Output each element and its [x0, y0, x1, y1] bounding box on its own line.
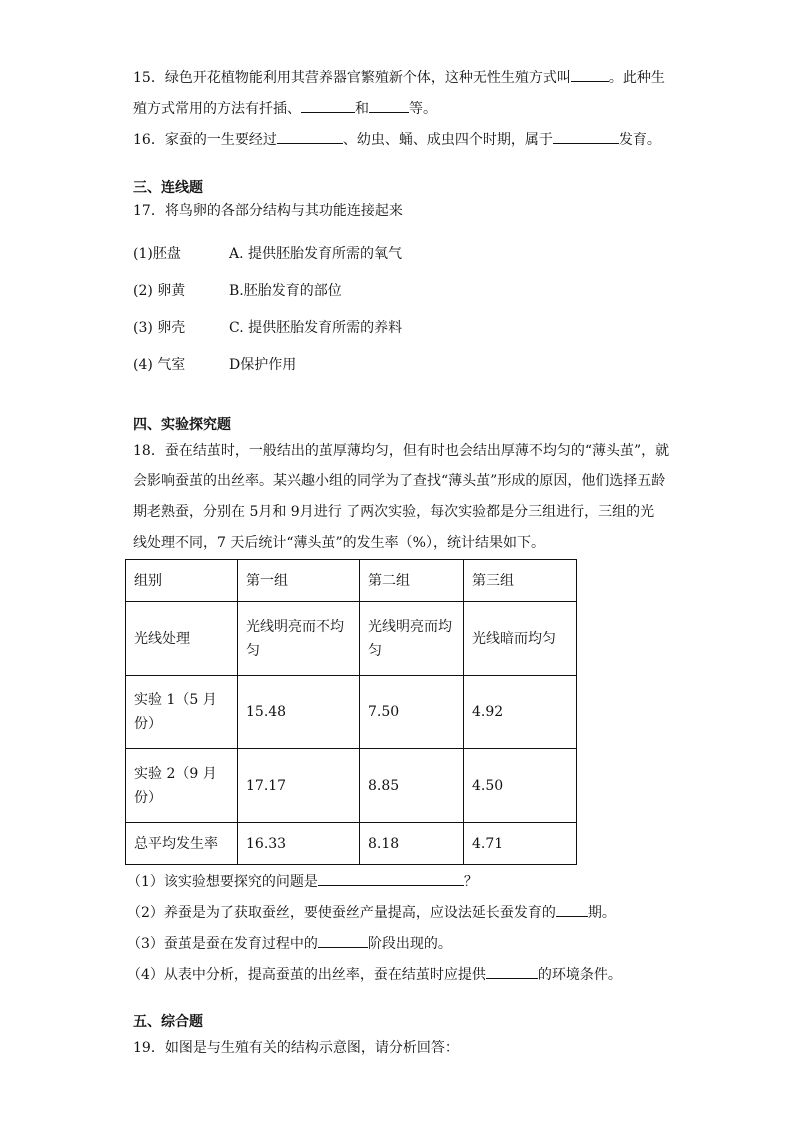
- q18-line-2: 会影响蚕茧的出丝率。某兴趣小组的同学为了查找“薄头茧”形成的原因，他们选择五龄: [133, 473, 666, 489]
- q17-left-2[interactable]: (2) 卵黄: [133, 283, 186, 299]
- table-cell: 8.18: [360, 823, 464, 865]
- table-cell: 光线明亮而不均匀: [238, 602, 360, 676]
- table-cell: 4.92: [464, 676, 577, 749]
- q17-left-1[interactable]: (1)胚盘: [133, 246, 181, 262]
- table-row: [126, 676, 577, 749]
- table-cell: 实验 2（9 月份）: [126, 749, 238, 823]
- q16-text-a: 16．家蚕的一生要经过: [133, 132, 277, 148]
- table-cell: 4.71: [464, 823, 577, 865]
- experiment-table: [125, 559, 577, 865]
- q17-left-3[interactable]: (3) 卵壳: [133, 320, 186, 336]
- q17-left-4[interactable]: (4) 气室: [133, 357, 186, 373]
- q18-sub4-text: （4）从表中分析，提高蚕茧的出丝率，蚕在结茧时应提供: [127, 967, 486, 983]
- q16-line: [133, 129, 661, 150]
- q17-right-a[interactable]: A. 提供胚胎发育所需的氧气: [229, 246, 403, 262]
- q18-sub1-text: （1）该实验想要探究的问题是: [127, 874, 318, 890]
- q15-blank-3[interactable]: [369, 98, 409, 113]
- table-cell: 实验 1（5 月份）: [126, 676, 238, 749]
- section-title-4: 四、实验探究题: [133, 417, 231, 433]
- q17-stem: 17．将鸟卵的各部分结构与其功能连接起来: [133, 203, 403, 219]
- q16-blank-1[interactable]: [277, 129, 343, 144]
- q18-sub-2: [127, 902, 616, 923]
- q18-line-3: 期老熟蚕，分别在 5月和 9月进行 了两次实验，每次实验都是分三组进行，三组的光: [133, 504, 655, 520]
- q15-blank-1[interactable]: [571, 67, 609, 82]
- q16-text-b: 、幼虫、蛹、成虫四个时期，属于: [342, 132, 553, 148]
- q18-line-1: 18．蚕在结茧时，一般结出的茧厚薄均匀，但有时也会结出厚薄不均匀的“薄头茧”，就: [133, 443, 670, 459]
- table-cell: 总平均发生率: [126, 823, 238, 865]
- q15-text-c: 殖方式常用的方法有扦插、: [133, 101, 301, 117]
- q18-sub-4: [127, 964, 622, 985]
- q15-line1: [133, 67, 665, 88]
- q18-sub1-end: ？: [463, 874, 478, 890]
- q18-sub2-end: 期。: [587, 905, 616, 921]
- q15-text-a: 15．绿色开花植物能利用其营养器官繁殖新个体，这种无性生殖方式叫: [133, 70, 571, 86]
- q18-sub3-end: 阶段出现的。: [367, 936, 452, 952]
- q18-sub2-text: （2）养蚕是为了获取蚕丝，要使蚕丝产量提高，应设法延长蚕发育的: [127, 905, 556, 921]
- q18-sub-3: [127, 933, 452, 954]
- table-header-row: [126, 560, 577, 602]
- table-cell: 8.85: [360, 749, 464, 823]
- table-row: [126, 749, 577, 823]
- table-cell: 光线处理: [126, 602, 238, 676]
- q17-right-b[interactable]: B.胚胎发育的部位: [229, 283, 342, 299]
- table-cell: 光线明亮而均匀: [360, 602, 464, 676]
- q18-line-4: 线处理不同，7 天后统计“薄头茧”的发生率（%），统计结果如下。: [133, 535, 545, 551]
- table-cell: 7.50: [360, 676, 464, 749]
- q17-right-c[interactable]: C. 提供胚胎发育所需的养料: [229, 320, 403, 336]
- table-cell: 15.48: [238, 676, 360, 749]
- table-header-cell: 第一组: [238, 560, 360, 602]
- section-title-3: 三、连线题: [133, 180, 203, 196]
- q16-text-c: 发育。: [618, 132, 661, 148]
- table-header-cell: 第二组: [360, 560, 464, 602]
- q19-stem: 19．如图是与生殖有关的结构示意图，请分析回答：: [133, 1040, 459, 1056]
- q18-sub1-blank[interactable]: [318, 871, 464, 886]
- q18-sub2-blank[interactable]: [556, 902, 588, 917]
- q15-text-e: 等。: [409, 101, 437, 117]
- table-header-cell: 组别: [126, 560, 238, 602]
- q18-sub3-text: （3）蚕茧是蚕在发育过程中的: [127, 936, 318, 952]
- q18-sub4-blank[interactable]: [486, 964, 538, 979]
- table-cell: 17.17: [238, 749, 360, 823]
- table-cell: 光线暗而均匀: [464, 602, 577, 676]
- table-cell: 16.33: [238, 823, 360, 865]
- q18-sub-1: [127, 871, 478, 892]
- table-row: [126, 823, 577, 865]
- table-row: [126, 602, 577, 676]
- table-cell: 4.50: [464, 749, 577, 823]
- q18-sub4-end: 的环境条件。: [537, 967, 622, 983]
- q15-blank-2[interactable]: [301, 98, 355, 113]
- table-header-cell: 第三组: [464, 560, 577, 602]
- q16-blank-2[interactable]: [553, 129, 619, 144]
- q18-sub3-blank[interactable]: [318, 933, 368, 948]
- section-title-5: 五、综合题: [133, 1014, 203, 1030]
- q15-line2: [133, 98, 437, 119]
- q17-right-d[interactable]: D保护作用: [229, 357, 297, 373]
- q15-text-d: 和: [355, 101, 369, 117]
- q15-text-b: 。此种生: [608, 70, 665, 86]
